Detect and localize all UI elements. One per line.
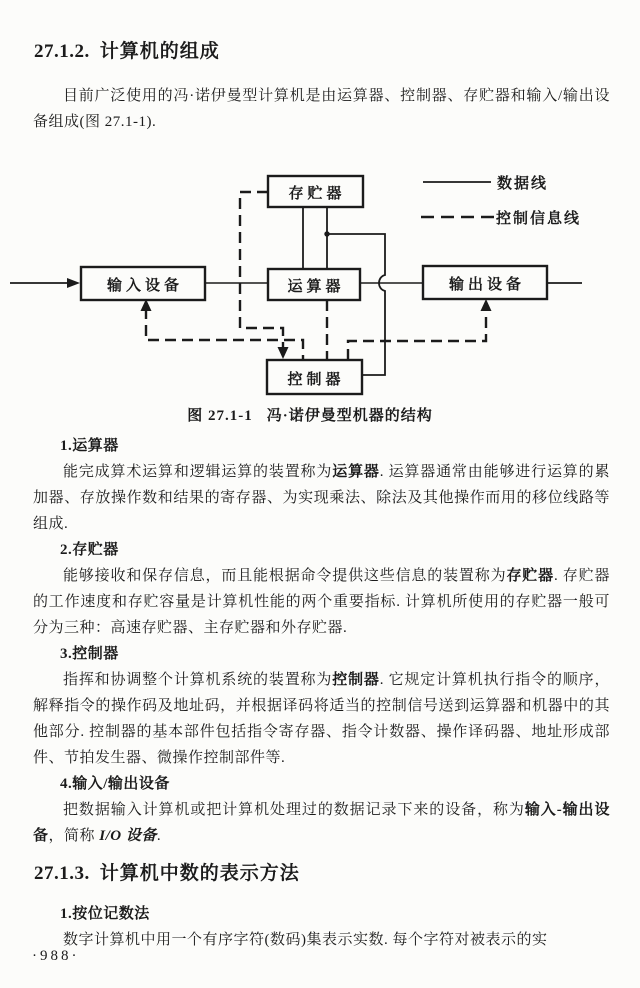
term-bold: 控制器 [332, 672, 380, 688]
section-controller [33, 641, 610, 771]
figure-von-neumann-diagram [0, 161, 640, 429]
term-bold: 运算器 [332, 464, 380, 480]
body-text: 把数据输入计算机或把计算机处理过的数据记录下来的设备，称为 [63, 802, 525, 818]
section-memory [33, 537, 610, 641]
body-text: . 存贮器的工作速度和存贮容量是计算机性能的两个重要指标. 计算机所使用的存贮器一般可分为三种：高速存贮器、主存贮器和外存贮器. [33, 568, 610, 636]
body-text: ，简称 [48, 828, 100, 844]
section-alu [33, 433, 610, 537]
figure-caption [0, 403, 640, 429]
section-body [33, 459, 610, 537]
alu-box-label: 运算器 [287, 278, 345, 295]
body-text: 能完成算术运算和逻辑运算的装置称为 [63, 464, 333, 480]
figure-caption-number: 图 27.1-1 [187, 408, 253, 424]
legend-dashed-label: 控制信息线 [496, 210, 582, 227]
diagram-boxes [81, 176, 547, 394]
heading-number: 27.1.2. [34, 41, 90, 62]
legend-solid-label: 数据线 [497, 175, 549, 192]
page-number: ·988· [32, 948, 80, 964]
section-heading-27-1-2 [34, 40, 610, 64]
arrowhead-into-input-icon [67, 278, 80, 288]
section-positional-notation [33, 901, 610, 953]
section-title: 3.控制器 [60, 646, 119, 662]
diagram-legend [495, 174, 581, 227]
term-bold: 存贮器 [506, 568, 554, 584]
body-text: . 运算器通常由能够进行运算的累加器、存放操作数和结果的寄存器、为实现乘法、除法及其他操作而用的移位线路等组成. [33, 464, 610, 532]
data-line-controller-to-memory-bus [327, 234, 385, 375]
intro-paragraph: 目前广泛使用的冯·诺伊曼型计算机是由运算器、控制器、存贮器和输入/输出设备组成(图 27.1-1). [33, 88, 610, 130]
heading-title: 计算机的组成 [99, 41, 220, 62]
section-heading-27-1-3 [34, 862, 610, 886]
output-device-box-label: 输出设备 [448, 276, 526, 293]
section-body [33, 667, 610, 771]
junction-dot [324, 231, 329, 236]
control-line-input [146, 308, 303, 360]
arrowhead-up-output-icon [481, 299, 492, 311]
section-title: 1.运算器 [60, 438, 119, 454]
section-body: 数字计算机中用一个有序字符(数码)集表示实数. 每个字符对被表示的实 [63, 932, 548, 948]
section-body [33, 563, 610, 641]
input-device-box-label: 输入设备 [106, 277, 184, 294]
figure-caption-text: 冯·诺伊曼型机器的结构 [266, 408, 433, 424]
body-text: 能够接收和保存信息，而且能根据命令提供这些信息的装置称为 [63, 568, 507, 584]
diagram-canvas [0, 161, 640, 401]
body-text: 指挥和协调整个计算机系统的装置称为 [63, 672, 333, 688]
memory-box-label: 存贮器 [288, 185, 346, 202]
section-title: 1.按位记数法 [60, 906, 150, 922]
heading-number: 27.1.3. [34, 863, 90, 884]
section-title: 4.输入/输出设备 [60, 776, 170, 792]
section-io-devices [33, 771, 610, 849]
controller-box-label: 控制器 [287, 371, 345, 388]
arrowhead-down-controller-icon [278, 347, 289, 359]
control-line-output [348, 308, 486, 360]
body-text: . 它规定计算机执行指令的顺序，解释指令的操作码及地址码，并根据译码将适当的控制信号送到运算器和机器中的其他部分. 控制器的基本部件包括指令寄存器、指令计数器、操作译码器、地址形成部件、节拍发生器、微操作控制部件等. [33, 672, 610, 766]
heading-title: 计算机中数的表示方法 [99, 863, 300, 884]
term-io: I/O 设备 [99, 828, 157, 844]
section-title: 2.存贮器 [60, 542, 119, 558]
term-bold: 输入-输出设备 [33, 802, 610, 844]
section-body [33, 797, 610, 849]
body-text: . [156, 828, 162, 844]
